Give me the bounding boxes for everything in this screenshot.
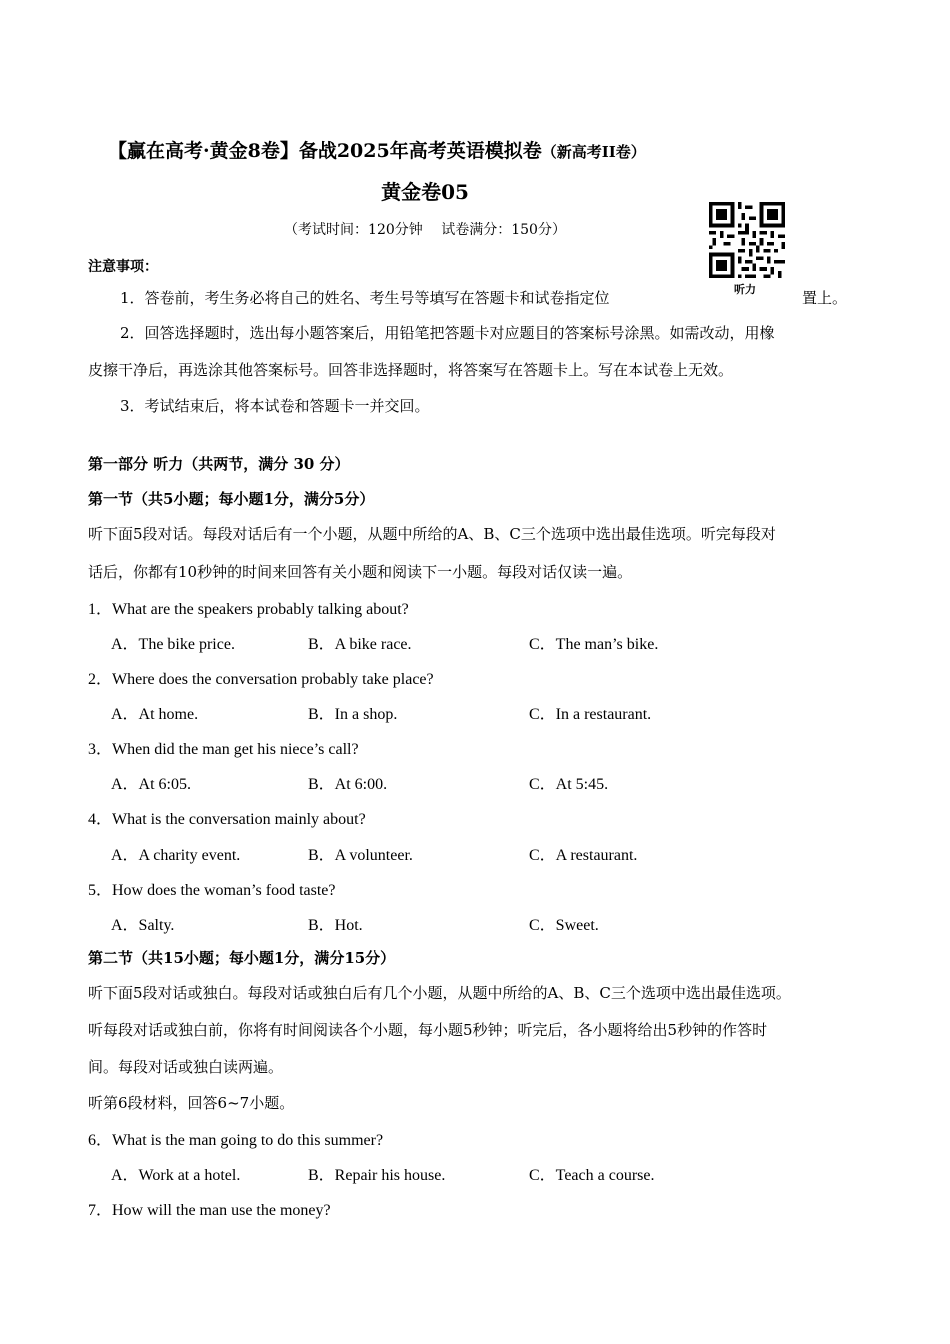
option-a[interactable]: A．At 6:05. (111, 776, 192, 793)
title-main: 【赢在高考·黄金8卷】备战2025年高考英语模拟卷 (108, 140, 542, 162)
option-c[interactable]: C．Sweet. (529, 917, 599, 934)
notice-heading: 注意事项： (88, 259, 158, 275)
part1-heading: 第一部分 听力（共两节，满分 30 分） (88, 455, 350, 473)
option-c[interactable]: C．At 5:45. (529, 776, 609, 793)
section2-intro: 听下面5段对话或独白。每段对话或独白后有几个小题，从题中所给的A、B、C三个选项中选出最佳选项。 (88, 984, 791, 1002)
question-stem: 4．What is the conversation mainly about? (88, 811, 366, 828)
qr-label: 听力 (734, 283, 756, 296)
question-stem: 5．How does the woman’s food taste? (88, 882, 336, 899)
section2-intro-cont: 听每段对话或独白前，你将有时间阅读各个小题，每小题5秒钟；听完后，各小题将给出5秒钟的作答时 (88, 1021, 768, 1039)
option-a[interactable]: A．A charity event. (111, 847, 241, 864)
option-b[interactable]: B．A bike race. (308, 636, 412, 653)
notice-item-2: 2．回答选择题时，选出每小题答案后，用铅笔把答题卡对应题目的答案标号涂黑。如需改动，用橡 (120, 324, 775, 342)
section2-intro-end: 间。每段对话或独白读两遍。 (88, 1058, 284, 1076)
question-stem: 3．When did the man get his niece’s call? (88, 741, 359, 758)
option-b[interactable]: B．In a shop. (308, 706, 398, 723)
question-stem: 1．What are the speakers probably talking about? (88, 601, 409, 618)
question-stem: 6．What is the man going to do this summer? (88, 1132, 384, 1149)
section1-heading: 第一节（共5小题；每小题1分，满分5分） (88, 490, 375, 508)
notice-item-1-end: 置上。 (802, 289, 848, 307)
section1-intro: 听下面5段对话。每段对话后有一个小题，从题中所给的A、B、C三个选项中选出最佳选项。听完每段对 (88, 525, 776, 543)
page-subtitle: 黄金卷05 (381, 180, 469, 204)
option-c[interactable]: C．In a restaurant. (529, 706, 652, 723)
option-c[interactable]: C．A restaurant. (529, 847, 638, 864)
exam-info: （考试时间：120分钟 试卷满分：150分） (284, 222, 566, 238)
notice-item-2-cont: 皮擦干净后，再选涂其他答案标号。回答非选择题时，将答案写在答题卡上。写在本试卷上无效。 (88, 361, 734, 379)
page-title (108, 136, 646, 163)
question-stem: 2．Where does the conversation probably take place? (88, 671, 434, 688)
option-b[interactable]: B．A volunteer. (308, 847, 413, 864)
option-a[interactable]: A．The bike price. (111, 636, 235, 653)
section2-heading: 第二节（共15小题；每小题1分，满分15分） (88, 949, 396, 967)
material-6-instruction: 听第6段材料，回答6~7小题。 (88, 1094, 295, 1112)
qr-code-icon[interactable] (709, 202, 785, 278)
notice-item-1: 1．答卷前，考生务必将自己的姓名、考生号等填写在答题卡和试卷指定位 (120, 289, 610, 307)
section1-intro-cont: 话后，你都有10秒钟的时间来回答有关小题和阅读下一小题。每段对话仅读一遍。 (88, 563, 633, 581)
option-b[interactable]: B．At 6:00. (308, 776, 388, 793)
option-a[interactable]: A．Work at a hotel. (111, 1167, 241, 1184)
option-a[interactable]: A．At home. (111, 706, 199, 723)
title-paren: （新高考II卷） (541, 143, 646, 161)
option-b[interactable]: B．Hot. (308, 917, 363, 934)
option-b[interactable]: B．Repair his house. (308, 1167, 446, 1184)
question-stem: 7．How will the man use the money? (88, 1202, 331, 1219)
option-c[interactable]: C．Teach a course. (529, 1167, 655, 1184)
option-c[interactable]: C．The man’s bike. (529, 636, 659, 653)
notice-item-3: 3．考试结束后，将本试卷和答题卡一并交回。 (120, 397, 430, 415)
option-a[interactable]: A．Salty. (111, 917, 175, 934)
